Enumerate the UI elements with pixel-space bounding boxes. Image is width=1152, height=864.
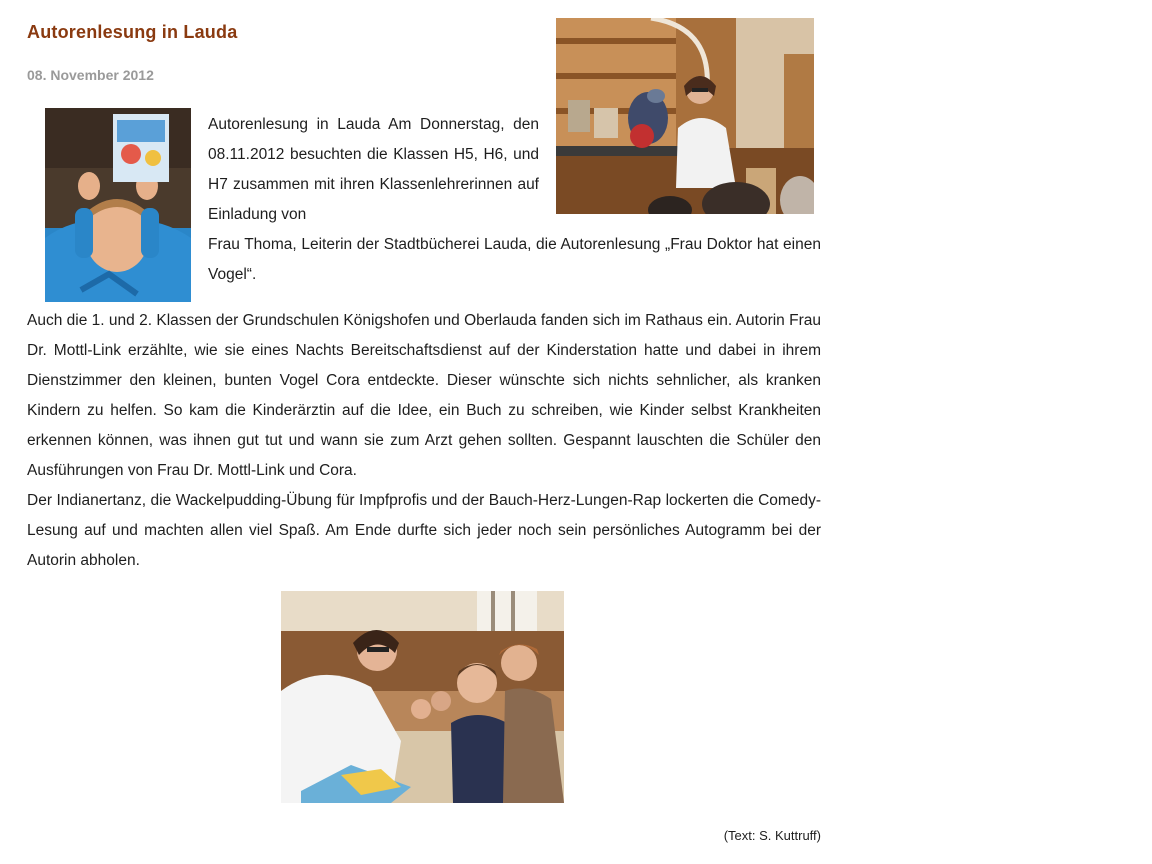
photo-author-reading-image (556, 18, 814, 214)
article (27, 0, 821, 864)
photo-boy-with-book (45, 108, 191, 302)
article-body (27, 306, 821, 576)
photo-boy-with-book-image (45, 108, 191, 302)
text-credit: (Text: S. Kuttruff) (723, 828, 821, 843)
article-date: 08. November 2012 (27, 67, 154, 83)
intro-text-wide: Frau Thoma, Leiterin der Stadtbücherei Lauda, die Autorenlesung „Frau Doktor hat einen Vogel“. (208, 236, 821, 283)
photo-autograph-signing-image (281, 591, 564, 803)
photo-autograph-signing (281, 591, 564, 803)
photo-author-reading (556, 18, 814, 214)
body-paragraph-2: Der Indianertanz, die Wackelpudding-Übung für Impfprofis und der Bauch-Herz-Lungen-Rap lockerten die Comedy-Lesung auf und machten allen viel Spaß. Am Ende durfte sich jeder noch sein persönliches Autogramm bei der Autorin abholen. (27, 492, 821, 569)
body-paragraph-1: Auch die 1. und 2. Klassen der Grundschulen Königshofen und Oberlauda fanden sich im Rathaus ein. Autorin Frau Dr. Mottl-Link erzählte, wie sie eines Nachts Bereitschaftsdienst auf der Kinderstation hatte und dabei in ihrem Dienstzimmer den kleinen, bunten Vogel Cora entdeckte. Dieser wünschte sich nichts sehnlicher, als kranken Kindern zu helfen. So kam die Kinderärztin auf die Idee, ein Buch zu schreiben, wie Kinder selbst Krankheiten erkennen können, was ihnen gut tut und wann sie zum Arzt gehen sollten. Gespannt lauschten die Schüler den Ausführungen von Frau Dr. Mottl-Link und Cora. (27, 312, 821, 479)
intro-text-narrow: Autorenlesung in Lauda Am Donnerstag, den 08.11.2012 besuchten die Klassen H5, H6, und H7 zusammen mit ihren Klassenlehrerinnen auf Einladung von (208, 116, 539, 223)
article-title: Autorenlesung in Lauda (27, 22, 238, 42)
